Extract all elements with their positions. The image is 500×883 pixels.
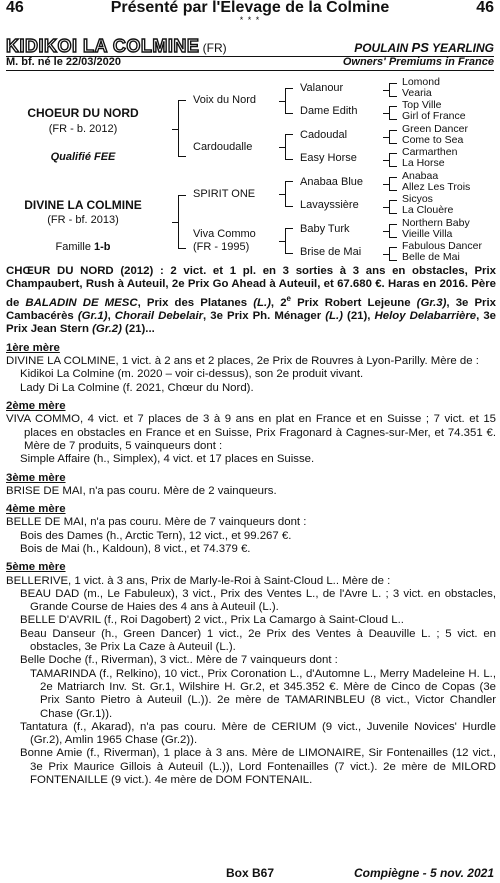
pedigree-g4-8: La Horse (402, 157, 445, 169)
horse-subline (6, 56, 494, 68)
pedigree-g3-8: Brise de Mai (300, 246, 362, 258)
page-header (0, 0, 500, 16)
fifth-dam-produce-1: BEAU DAD (m., Le Fabuleux), 3 vict., Prix des Ventes L., de l'Avre L. ; 3 vict. en obstacles, Grande Course de Haies des 4 ans à Auteuil (L.). (20, 587, 496, 614)
bracket (389, 106, 397, 120)
fifth-dam-heading: 5ème mère (6, 561, 66, 574)
pedigree-g4-13: Northern Baby (402, 217, 470, 229)
pedigree-g3-5: Anabaa Blue (300, 176, 363, 188)
pedigree-g3-7: Baby Turk (300, 223, 350, 235)
third-dam-heading: 3ème mère (6, 471, 66, 484)
pedigree-g4-12: La Clouère (402, 204, 454, 216)
pedigree-g3-6: Lavayssière (300, 199, 359, 211)
pedigree-g4-16: Belle de Mai (402, 251, 460, 263)
pedigree-g4-15: Fabulous Dancer (402, 240, 482, 252)
pedigree-g2-2: Cardoudalle (193, 141, 253, 153)
fifth-dam-produce-3: Beau Danseur (h., Green Dancer) 1 vict., 2e Prix des Ventes à Deauville L. ; 5 vict. en obstacles, 3e Prix La Caze à Auteuil (L.). (20, 627, 496, 654)
fifth-dam-grand-produce-1: TAMARINDA (f., Relkino), 10 vict., Prix Coronation L., d'Automne L., Merry Madeleine H. L., 2e Matriarch Inv. St. Gr.1, Wilshire H. Gr.2, et 345.352 €. Mère de Cinco de Copas (3e Prix Santo Pietro à Auteuil (L.)). 2e mère de TAMARINBLEU (8 vict., Victor Chandler Chase (Gr.1)). (30, 667, 496, 720)
sire-paragraph: CHŒUR DU NORD (2012) : 2 vict. et 1 pl. en 3 sorties à 3 ans en obstacles, Prix Champaubert, Rush à Auteuil, 2e Prix Go Ahead à Auteuil, et 67.680 €. Haras en 2016. Père de BALADIN DE MESC, Prix des Platanes (L.), 2e Prix Robert Lejeune (Gr.3), 3e Prix Cambacérès (Gr.1), Chorail Debelair, 3e Prix Ph. Ménager (L.) (21), Heloy Delabarrière, 3e Prix Jean Stern (Gr.2) (21)... (6, 265, 496, 336)
fifth-dam-produce-2: BELLE D'AVRIL (f., Roi Dagobert) 2 vict., Prix La Camargo à Saint-Cloud L.. (20, 614, 404, 627)
divider (6, 70, 494, 71)
second-dam-produce-1: Simple Affaire (h., Simplex), 4 vict. et 17 places en Suisse. (20, 453, 315, 466)
sire-name: CHOEUR DU NORD (27, 106, 139, 120)
pedigree-g2-4-info: (FR - 1995) (193, 241, 250, 253)
first-dam-produce-1: Kidikoi La Colmine (m. 2020 – voir ci-dessus), son 2e produit vivant. (20, 368, 364, 381)
bracket (285, 134, 293, 160)
separator-stars: * * * (239, 15, 261, 25)
pedigree-g4-11: Sicyos (402, 193, 433, 205)
fourth-dam-heading: 4ème mère (6, 503, 66, 516)
birth-info: M. bf. né le 22/03/2020 (6, 56, 121, 68)
bracket (389, 177, 397, 191)
fifth-dam-produce-5: Tantatura (f., Akarad), n'a pas couru. Mère de CERIUM (9 vict., Juvenile Novices' Hurdle (Gr.2), Amlin 1965 Chase (Gr.2)). (20, 720, 496, 747)
bracket (178, 195, 186, 249)
pedigree-g4-6: Come to Sea (402, 134, 464, 146)
second-dam-text: VIVA COMMO, 4 vict. et 7 places de 3 à 9 ans en plat en France et en Suisse ; 7 vict. et 15 places en obstacles en France et en Suisse, Prix Fragonard à Cagnes-sur-Mer, et 74.351 €. Mère de 7 produits, 5 vainqueurs dont : (6, 413, 496, 452)
pedigree-g4-1: Lomond (402, 76, 440, 88)
bracket (178, 100, 186, 157)
fourth-dam-text: BELLE DE MAI, n'a pas couru. Mère de 7 vainqueurs dont : (6, 516, 307, 529)
first-dam-produce-2: Lady Di La Colmine (f. 2021, Chœur du Nord). (20, 381, 254, 394)
fifth-dam-produce-6: Bonne Amie (f., Riverman), 1 place à 3 ans. Mère de LIMONAIRE, Sir Fontenailles (12 vict., 3e Prix Maurice Gillois à Auteuil (L.)), Lord Fontenailles (7 vict.). 2e mère de MILORD FONTENAILLE (9 vict.). 4e mère de DOM FONTENAIL. (20, 747, 496, 787)
pedigree-g4-2: Vearia (402, 87, 432, 99)
catalogue-text (6, 265, 496, 787)
pedigree-g3-1: Valanour (300, 82, 344, 94)
bracket (285, 181, 293, 207)
lot-number-left: 46 (6, 0, 24, 16)
horse-country: (FR) (199, 41, 227, 55)
pedigree-g4-14: Vieille Villa (402, 228, 453, 240)
pedigree-g2-1: Voix du Nord (193, 94, 256, 106)
pedigree-g4-10: Allez Les Trois (402, 181, 471, 193)
pedigree-g4-7: Carmarthen (402, 146, 458, 158)
fifth-dam-produce-4: Belle Doche (f., Riverman), 3 vict.. Mère de 7 vainqueurs dont : (20, 654, 338, 667)
pedigree-g2-3: SPIRIT ONE (193, 188, 256, 200)
owners-premiums: Owners' Premiums in France (342, 56, 494, 68)
fourth-dam-produce-2: Bois de Mai (h., Kaldoun), 8 vict., et 74.379 €. (20, 542, 251, 555)
bracket (285, 228, 293, 254)
dam-family: Famille 1-b (55, 241, 111, 253)
sire-qualification: Qualifié FEE (50, 151, 116, 163)
page-title: Présenté par l'Elevage de la Colmine (110, 0, 390, 16)
horse-name-bar (6, 38, 494, 55)
fifth-dam-text: BELLERIVE, 1 vict. à 3 ans, Prix de Marly-le-Roi à Saint-Cloud L.. Mère de : (6, 574, 391, 587)
bracket (389, 200, 397, 214)
bracket (389, 83, 397, 97)
pedigree-g4-5: Green Dancer (402, 123, 468, 135)
third-dam-text: BRISE DE MAI, n'a pas couru. Mère de 2 vainqueurs. (6, 484, 277, 497)
horse-category: POULAIN PS YEARLING (354, 40, 494, 55)
bracket (389, 130, 397, 144)
second-dam-heading: 2ème mère (6, 400, 66, 413)
pedigree-g2-4: Viva Commo (193, 228, 256, 240)
pedigree-g4-4: Girl of France (402, 110, 466, 122)
bracket (285, 88, 293, 114)
fourth-dam-produce-1: Bois des Dames (h., Arctic Tern), 12 vict., et 99.267 €. (20, 529, 292, 542)
pedigree-g4-9: Anabaa (402, 170, 439, 182)
sale-date: Compiègne - 5 nov. 2021 (353, 866, 494, 880)
lot-number-right: 46 (476, 0, 494, 16)
horse-name: KIDIKOI LA COLMINE (FR) (6, 36, 227, 56)
pedigree-g4-3: Top Ville (402, 99, 442, 111)
dam-name: DIVINE LA COLMINE (24, 198, 142, 212)
first-dam-heading: 1ère mère (6, 341, 60, 354)
pedigree-g3-4: Easy Horse (300, 152, 357, 164)
bracket (389, 153, 397, 167)
dam-info: (FR - bf. 2013) (47, 214, 119, 226)
bracket (389, 224, 397, 238)
pedigree-g3-3: Cadoudal (300, 129, 348, 141)
bracket (389, 247, 397, 261)
sire-info: (FR - b. 2012) (48, 123, 118, 135)
pedigree-g3-2: Dame Edith (300, 105, 358, 117)
box-number: Box B67 (225, 866, 275, 880)
first-dam-text: DIVINE LA COLMINE, 1 vict. à 2 ans et 2 places, 2e Prix de Rouvres à Lyon-Parilly. Mère de : (6, 355, 479, 368)
